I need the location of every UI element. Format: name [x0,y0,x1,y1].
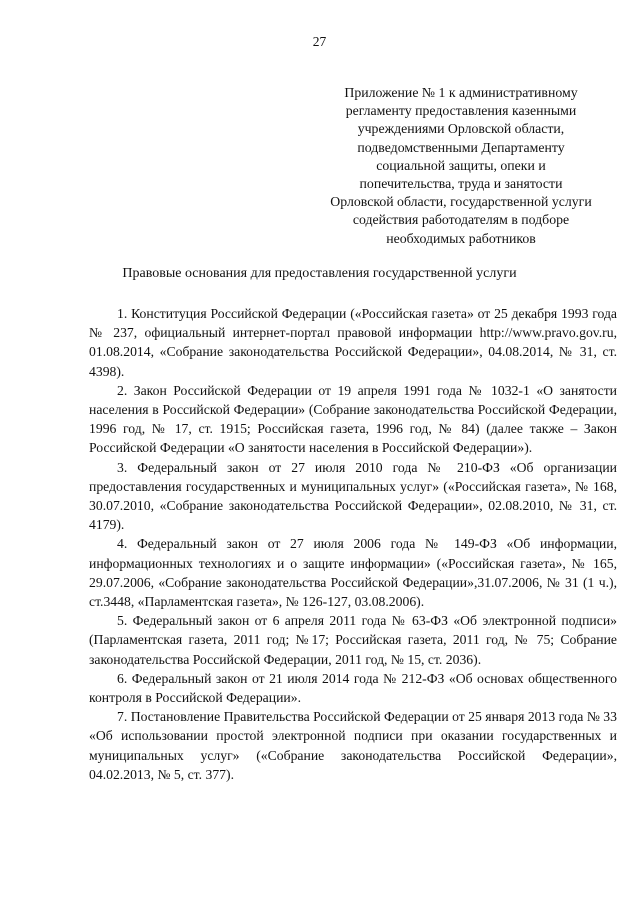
appendix-line: попечительства, труда и занятости [359,176,563,192]
appendix-line: социальной защиты, опеки и [376,157,546,173]
appendix-line: Приложение № 1 к административному [344,85,578,100]
appendix-line: подведомственными Департаменту [357,139,565,155]
appendix-line: необходимых работников [386,230,536,246]
list-item: 7. Постановление Правительства Российской Федерации от 25 января 2013 года № 33 «Об использовании простой электронной подписи при оказании государственных и муниципальных услуг» («Собрание законодательства Российской Федерации», 04.02.2013, № 5, ст. 377). [89,709,617,782]
list-item: 6. Федеральный закон от 21 июля 2014 года № 212-ФЗ «Об основах общественного контроля в Российской Федерации». [89,670,617,706]
list-item: 5. Федеральный закон от 6 апреля 2011 года № 63-ФЗ «Об электронной подписи» (Парламентская газета, 2011 год; №17; Российская газета, 2011 год, № 75; Собрание законодательства Российской Федерации, 2011 год, № 15, ст. 2036). [89,613,617,667]
appendix-header [316,84,606,248]
appendix-line: учреждениями Орловской области, [357,121,565,137]
list-item: 4. Федеральный закон от 27 июля 2006 года № 149-ФЗ «Об информации, информационных технологиях и о защите информации» («Российская газета», № 165, 29.07.2006, «Собрание законодательства Российской Федерации»,31.07.2006, № 31 (1 ч.), ст.3448, «Парламентская газета», № 126-127, 03.08.2006). [89,536,617,610]
list-item: 3. Федеральный закон от 27 июля 2010 года № 210-ФЗ «Об организации предоставления государственных и муниципальных услуг» («Российская газета», № 168, 30.07.2010, «Собрание законодательства Российской Федерации», 02.08.2010, № 31, ст. 4179). [89,459,617,533]
appendix-line: Орловской области, государственной услуги [330,194,592,210]
page-number: 27 [312,34,327,49]
list-item: 1. Конституция Российской Федерации («Российская газета» от 25 декабря 1993 года № 237, официальный интернет-портал правовой информации http://www.pravo.gov.ru, 01.08.2014, «Собрание законодательства Российской Федерации», 04.08.2014, № 31, ст. 4398). [89,306,617,379]
legal-basis-list [89,304,617,784]
list-item: 2. Закон Российской Федерации от 19 апреля 1991 года № 1032-1 «О занятости населения в Российской Федерации» (Собрание законодательства Российской Федерации, 1996 год, № 17, ст. 1915; Российская газета, 1996 год, № 84) (далее также – Закон Российской Федерации «О занятости населения в Российской Федерации»). [89,382,617,456]
appendix-line: регламенту предоставления казенными [345,103,577,119]
document-title: Правовые основания для предоставления государственной услуги [122,266,517,281]
appendix-line: содействия работодателям в подборе [352,212,570,228]
